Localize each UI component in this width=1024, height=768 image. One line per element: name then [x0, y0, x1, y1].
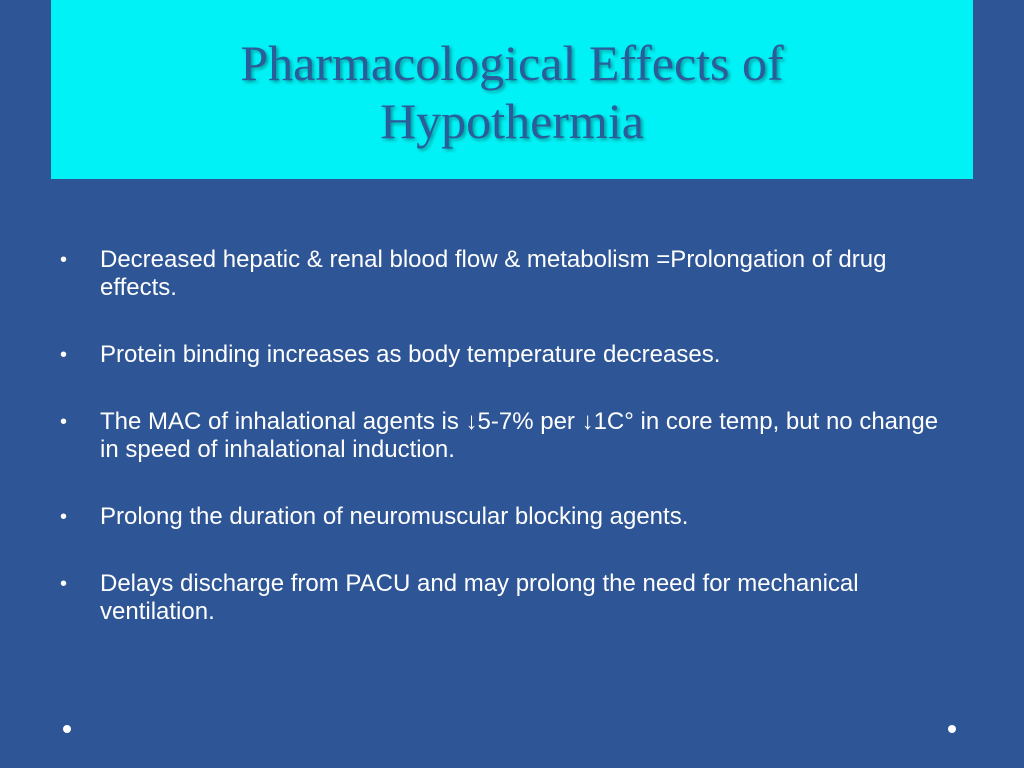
decorative-dot-right [948, 725, 956, 733]
bullet-dot-icon: • [60, 506, 68, 528]
bullet-text: The MAC of inhalational agents is ↓5-7% per ↓1C° in core temp, but no change in speed of inhalational induction. [100, 408, 939, 463]
bullet-list [58, 246, 958, 665]
bullet-item [58, 341, 958, 369]
slide-title-line-2: Hypothermia [380, 92, 644, 149]
bullet-dot-icon: • [60, 344, 68, 366]
title-banner [51, 0, 973, 179]
bullet-text: Delays discharge from PACU and may prolong the need for mechanical ventilation. [100, 570, 859, 625]
bullet-text: Prolong the duration of neuromuscular blocking agents. [100, 503, 689, 530]
bullet-text: Protein binding increases as body temperature decreases. [100, 341, 721, 368]
bullet-dot-icon: • [60, 411, 68, 433]
slide-title [240, 30, 783, 150]
bullet-item [58, 570, 958, 626]
slide-title-line-1: Pharmacological Effects of [240, 34, 784, 91]
bullet-dot-icon: • [60, 249, 68, 271]
bullet-item [58, 246, 958, 302]
bullet-dot-icon: • [60, 573, 68, 595]
decorative-dot-left [63, 725, 71, 733]
bullet-item [58, 503, 958, 531]
bullet-item [58, 408, 958, 464]
bullet-text: Decreased hepatic & renal blood flow & metabolism =Prolongation of drug effects. [100, 246, 887, 301]
